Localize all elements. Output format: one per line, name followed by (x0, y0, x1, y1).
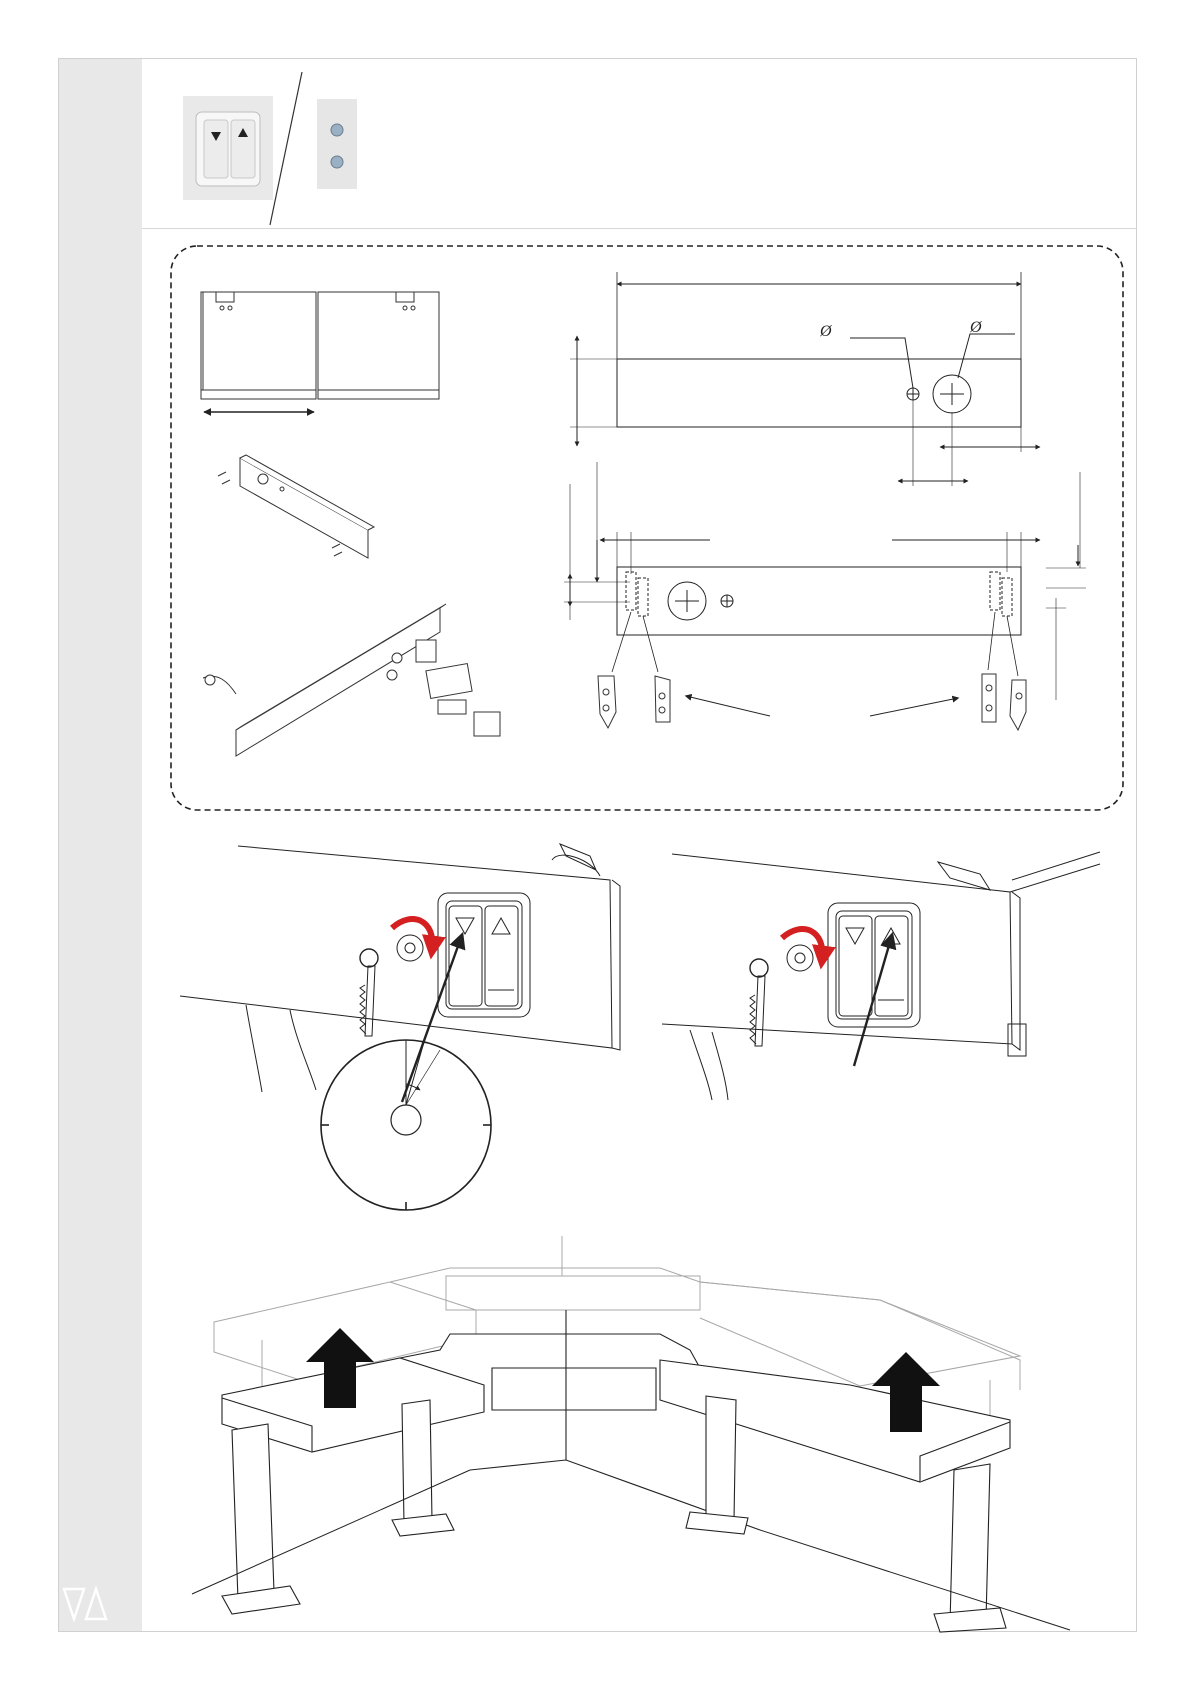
button-thumbnail (317, 99, 357, 189)
key-turn-arrow-right (782, 929, 822, 960)
switch-thumbnail (183, 96, 273, 200)
switch-pointer-left (402, 935, 462, 1102)
bracket-pointer-left (686, 696, 770, 716)
diameter-large-label: Ø (970, 319, 982, 336)
drawer-fronts (201, 292, 439, 399)
panel-with-switch (203, 604, 500, 756)
rear-view-screws (617, 567, 1021, 635)
thumbnail-separator (270, 72, 302, 225)
key-turn-arrow-left (392, 919, 432, 950)
angle-detail-circle (321, 1040, 491, 1210)
triangle-logo-icon (62, 1585, 108, 1625)
switch-closeup-left (180, 844, 620, 1092)
hinge-brackets (598, 674, 1026, 730)
bracket-pointer-right (870, 698, 958, 716)
angled-panel (218, 455, 374, 558)
diameter-small-label: Ø (820, 323, 832, 340)
